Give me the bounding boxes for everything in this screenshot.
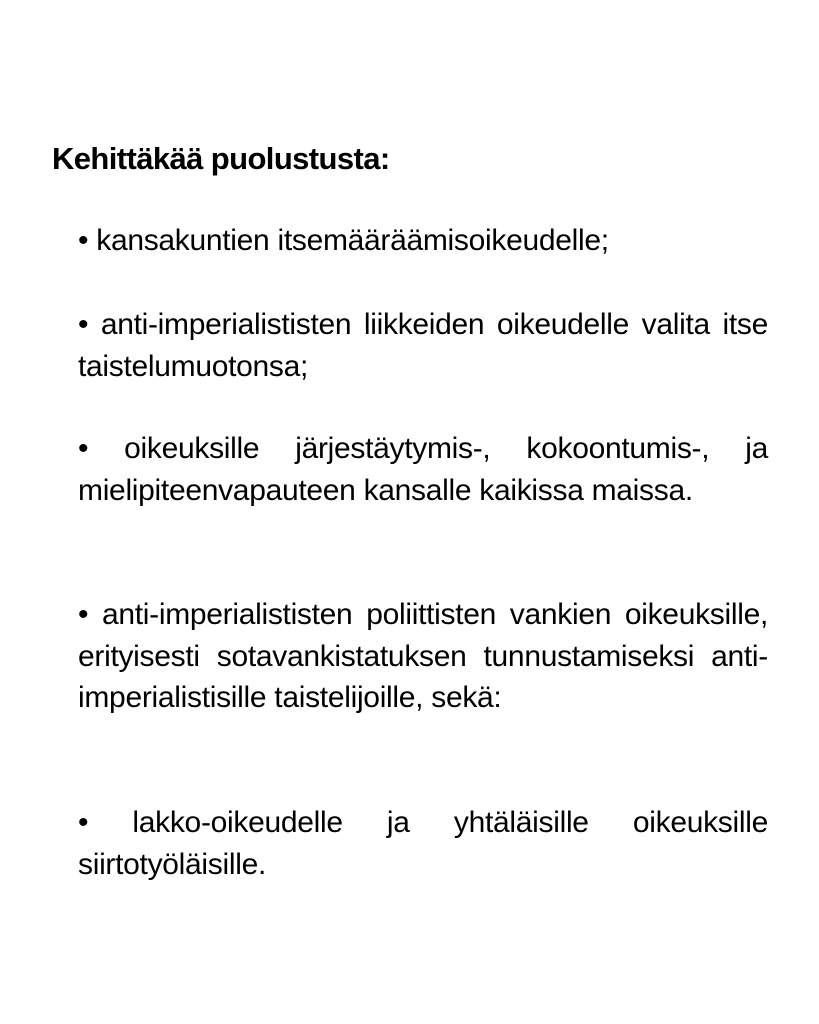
bullet-item-anti-imperialist-movements: • anti-imperialististen liikkeiden oikeudelle valita itse taistelumuotonsa; bbox=[78, 308, 768, 383]
document-heading: Kehittäkää puolustusta: bbox=[52, 141, 390, 176]
bullet-item-strike-rights: • lakko-oikeudelle ja yhtäläisille oikeuksille siirtotyöläisille. bbox=[78, 806, 768, 881]
bullet-item-political-prisoners: • anti-imperialististen poliittisten vankien oikeuksille, erityisesti sotavankistatuksen tunnustamiseksi anti-imperialistisille taistelijoille, sekä: bbox=[78, 598, 768, 714]
bullet-item-freedom-of-assembly: • oikeuksille järjestäytymis-, kokoontumis-, ja mielipiteenvapauteen kansalle kaikissa maissa. bbox=[78, 432, 768, 507]
bullet-item-self-determination: • kansakuntien itsemääräämisoikeudelle; bbox=[78, 224, 609, 257]
